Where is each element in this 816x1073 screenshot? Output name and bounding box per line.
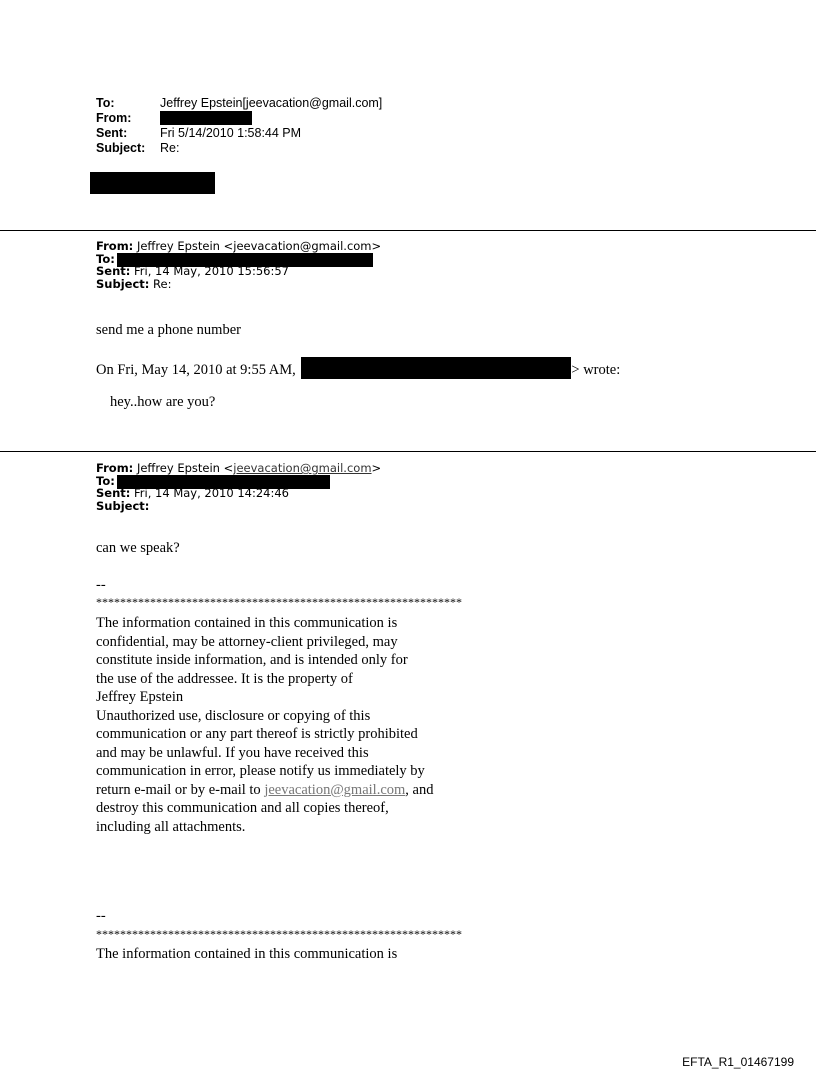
from-row — [96, 111, 382, 126]
sent-value: Fri, 14 May, 2010 15:56:57 — [134, 264, 289, 278]
from-label: From: — [96, 111, 132, 125]
sent-value: Fri, 14 May, 2010 14:24:46 — [134, 486, 289, 500]
from-label: From: — [96, 239, 134, 253]
redaction-box — [160, 111, 252, 125]
from-email-link[interactable]: jeevacation@gmail.com — [233, 461, 372, 475]
subject-row — [96, 278, 381, 291]
disclaimer-line: the use of the addressee. It is the property of — [96, 670, 353, 687]
from-row — [96, 240, 381, 253]
redaction-box — [301, 357, 571, 379]
quoted-body: hey..how are you? — [110, 394, 216, 410]
message-divider — [0, 230, 816, 231]
disclaimer-line: constitute inside information, and is intended only for — [96, 652, 408, 668]
from-label: From: — [96, 461, 134, 475]
subject-row — [96, 141, 382, 156]
to-label: To: — [96, 473, 115, 488]
disclaimer-line-end: , and — [405, 781, 434, 798]
to-label: To: — [96, 251, 115, 266]
to-row — [96, 96, 382, 111]
sent-label: Sent: — [96, 486, 131, 500]
disclaimer-dashes: -- — [96, 577, 106, 593]
disclaimer-text — [96, 614, 433, 836]
disclaimer2-stars: ************************************************************* — [96, 927, 462, 941]
email-link[interactable]: jeevacation@gmail.com — [264, 781, 406, 798]
quote-intro — [96, 357, 620, 380]
from-value: Jeffrey Epstein <jeevacation@gmail.com> — [136, 239, 382, 253]
subject-value: Re: — [153, 276, 172, 291]
disclaimer-line: including all attachments. — [96, 818, 246, 835]
to-label: To: — [96, 96, 115, 110]
redaction-box — [90, 172, 215, 194]
to-value: Jeffrey Epstein[jeevacation@gmail.com] — [160, 96, 383, 110]
quote-intro-start: On Fri, May 14, 2010 at 9:55 AM, — [96, 362, 296, 378]
sent-value: Fri 5/14/2010 1:58:44 PM — [160, 126, 302, 140]
sent-label: Sent: — [96, 126, 128, 140]
disclaimer-line: Unauthorized use, disclosure or copying of this — [96, 707, 371, 724]
message1-body: send me a phone number — [96, 322, 241, 338]
disclaimer-line: confidential, may be attorney-client privileged, may — [96, 633, 398, 650]
subject-label: Subject: — [96, 276, 150, 291]
document-id: EFTA_R1_01467199 — [682, 1055, 794, 1069]
disclaimer-line: communication or any part thereof is strictly prohibited — [96, 726, 418, 742]
disclaimer-line-start: return e-mail or by e-mail to — [96, 781, 265, 798]
disclaimer2-dashes: -- — [96, 908, 106, 924]
sent-label: Sent: — [96, 264, 131, 278]
from-name: Jeffrey Epstein < — [136, 461, 234, 475]
sent-row — [96, 126, 382, 141]
quote-intro-end: > wrote: — [571, 362, 621, 378]
message1-header — [96, 240, 381, 290]
disclaimer-line: Jeffrey Epstein — [96, 689, 184, 705]
message2-header — [96, 462, 381, 512]
from-close: > — [371, 461, 382, 475]
top-email-header — [96, 96, 382, 156]
message-divider — [0, 451, 816, 452]
disclaimer-stars: ************************************************************* — [96, 595, 462, 609]
subject-value: Re: — [160, 141, 180, 155]
message2-body: can we speak? — [96, 540, 180, 556]
disclaimer-line: and may be unlawful. If you have received this — [96, 744, 369, 761]
disclaimer-line — [96, 781, 433, 800]
subject-label: Subject: — [96, 141, 146, 155]
disclaimer-line: The information contained in this communication is — [96, 615, 398, 631]
disclaimer2-line: The information contained in this communication is — [96, 946, 398, 962]
disclaimer-line: communication in error, please notify us immediately by — [96, 763, 425, 779]
from-row — [96, 462, 381, 475]
subject-row — [96, 500, 381, 513]
subject-label: Subject: — [96, 498, 150, 513]
disclaimer-line: destroy this communication and all copies thereof, — [96, 800, 389, 816]
